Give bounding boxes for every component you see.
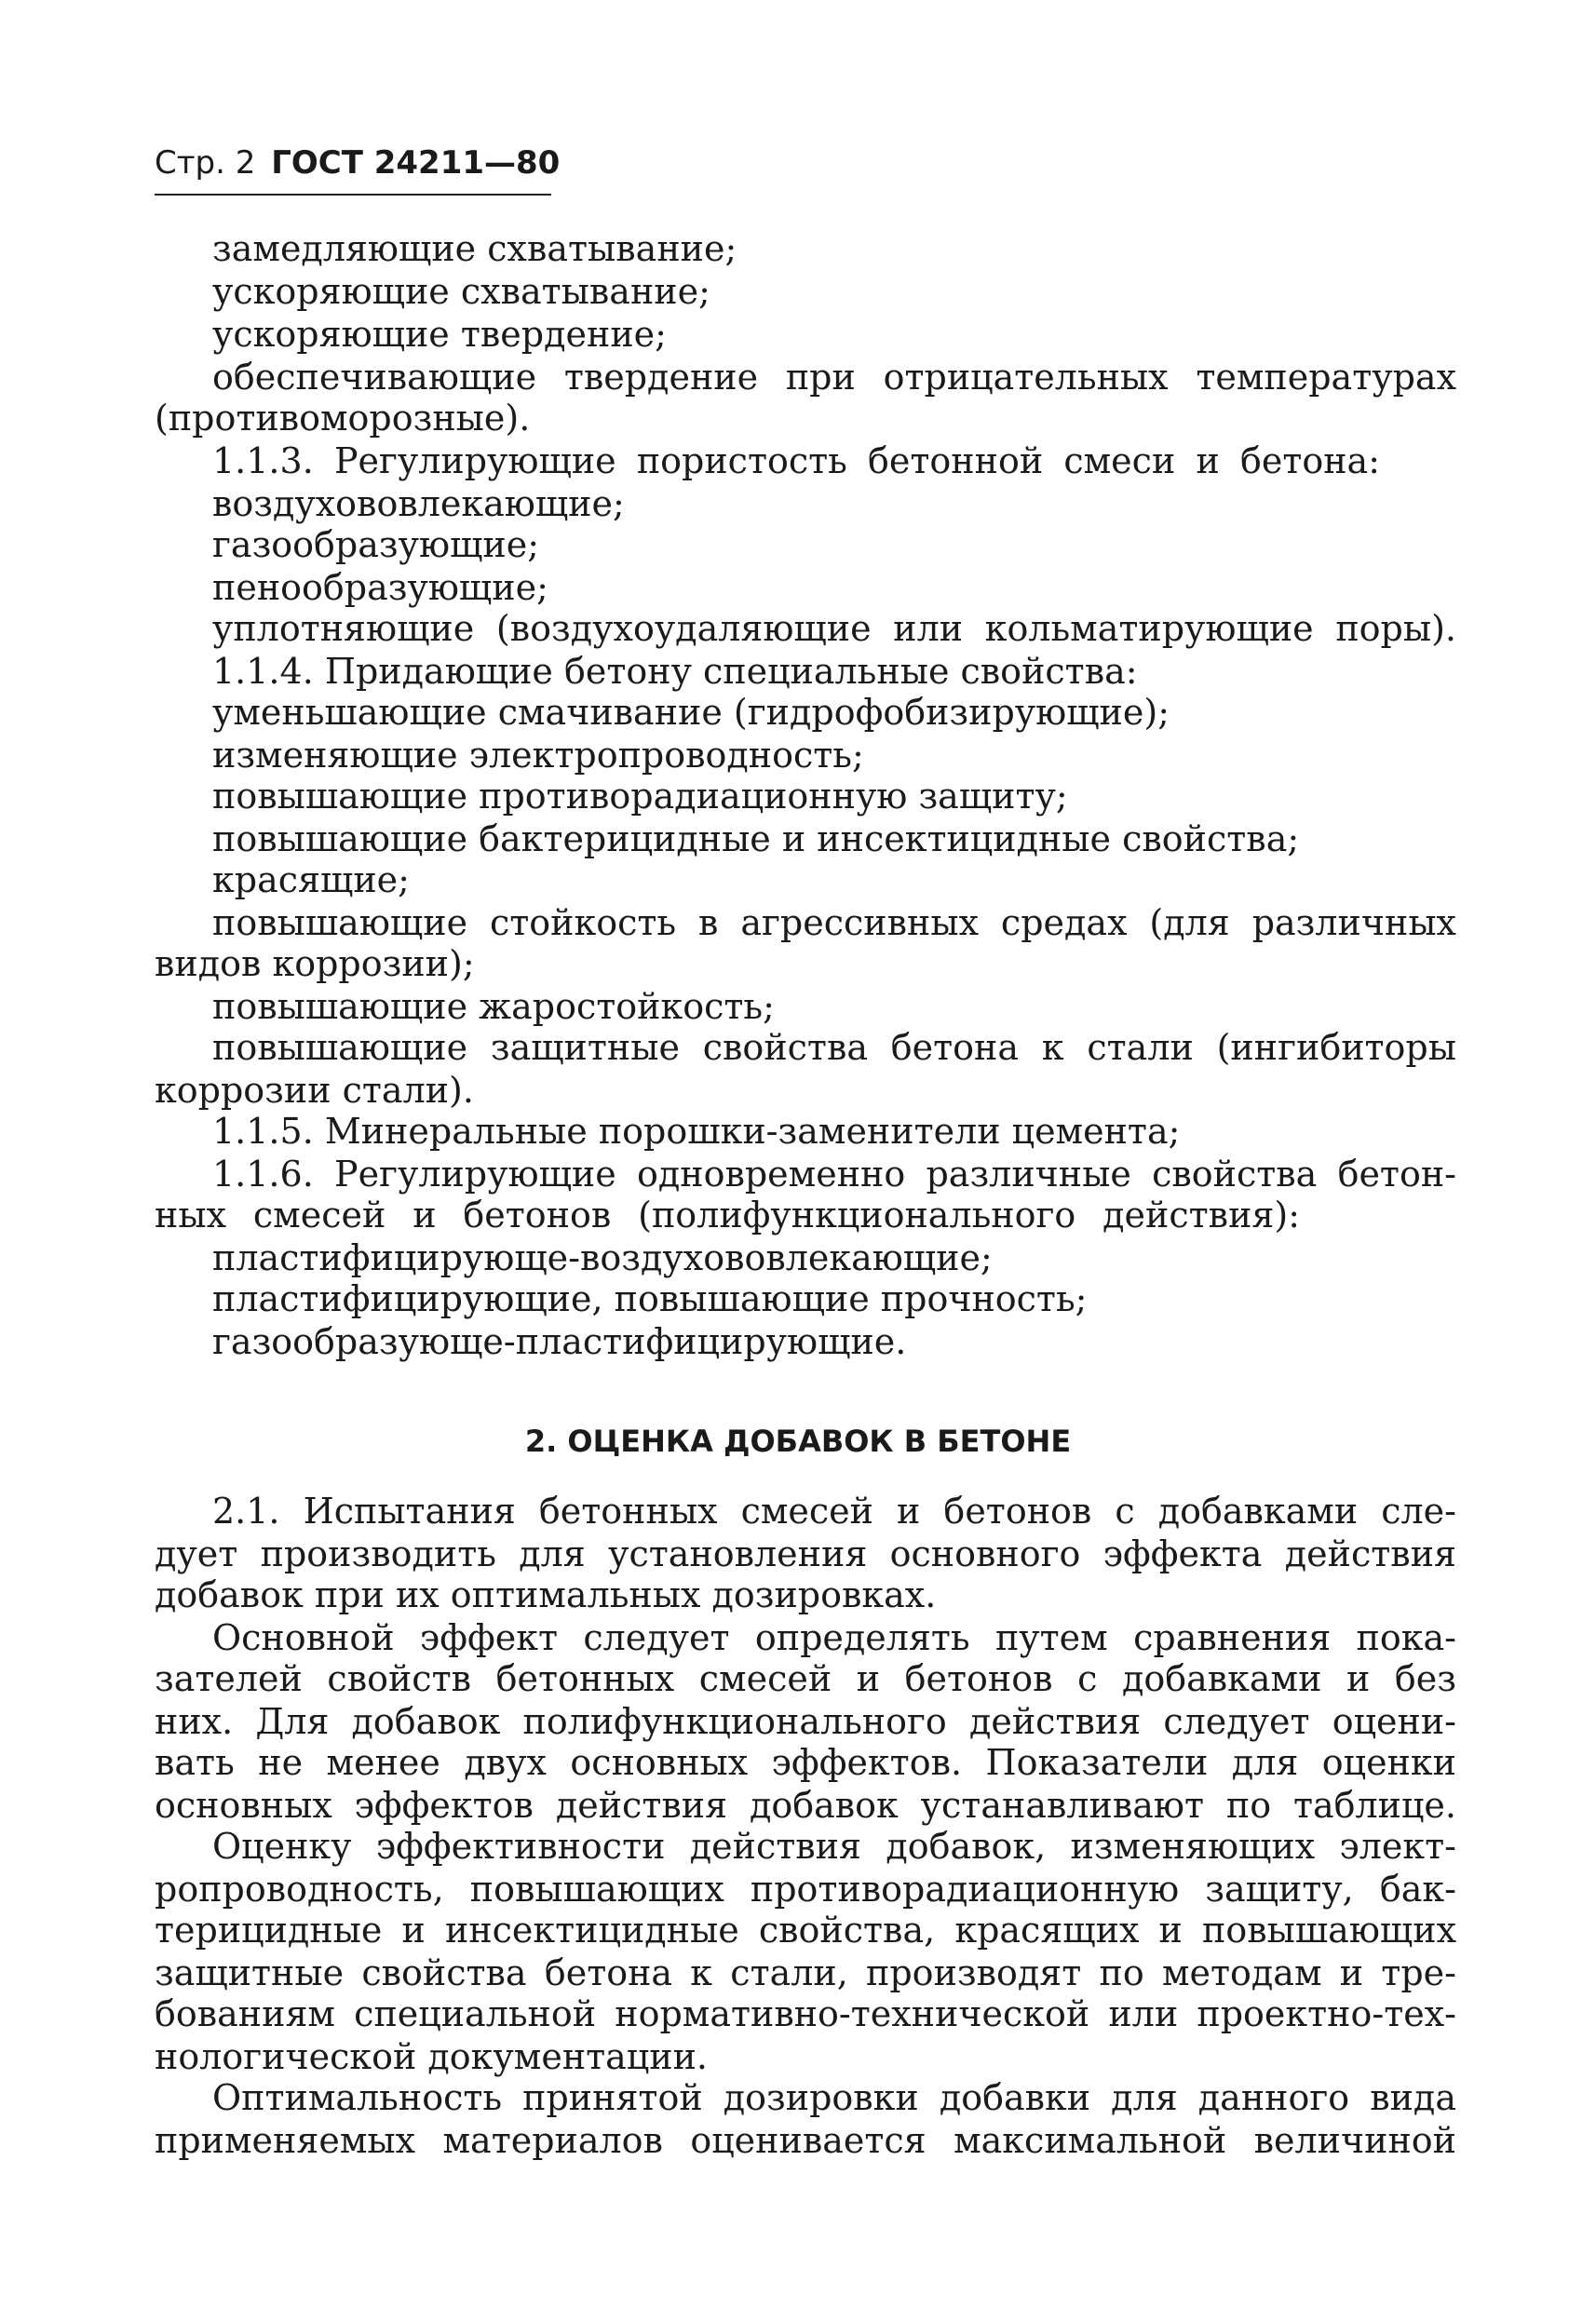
text-line: бованиям специальной нормативно-технической или проектно-тех- xyxy=(155,1993,1456,2034)
text-line: пластифицирующие, повышающие прочность; xyxy=(212,1278,1088,1319)
text-line: Оценку эффективности действия добавок, изменяющих элект- xyxy=(212,1826,1456,1867)
text-line: основных эффектов действия добавок устанавливают по таблице. xyxy=(155,1785,1456,1826)
text-line: 1.1.6. Регулирующие одновременно различные свойства бетон- xyxy=(212,1154,1456,1195)
text-line: пенообразующие; xyxy=(212,567,548,608)
text-line: 1.1.4. Придающие бетону специальные свойства: xyxy=(212,651,1138,692)
page-header xyxy=(155,144,561,182)
text-line: изменяющие электропроводность; xyxy=(212,735,864,776)
text-line: уменьшающие смачивание (гидрофобизирующие); xyxy=(212,692,1170,733)
text-line: вать не менее двух основных эффектов. Показатели для оценки xyxy=(155,1742,1456,1783)
text-line: зателей свойств бетонных смесей и бетонов с добавками и без xyxy=(155,1658,1456,1699)
gost-number: ГОСТ 24211—80 xyxy=(271,144,561,182)
text-line: видов коррозии); xyxy=(155,943,475,984)
text-line: ропроводность, повышающих противорадиационную защиту, бак- xyxy=(155,1869,1456,1910)
text-line: нологической документации. xyxy=(155,2036,708,2077)
text-line: повышающие противорадиационную защиту; xyxy=(212,776,1068,817)
text-line: повышающие жаростойкость; xyxy=(212,986,775,1027)
text-line: дует производить для установления основного эффекта действия xyxy=(155,1533,1456,1574)
text-line: повышающие бактерицидные и инсектицидные свойства; xyxy=(212,818,1300,859)
text-line: газообразующе-пластифицирующие. xyxy=(212,1321,907,1362)
text-line: применяемых материалов оценивается максимальной величиной xyxy=(155,2120,1456,2161)
text-line: ускоряющие твердение; xyxy=(212,314,667,355)
text-line: 1.1.3. Регулирующие пористость бетонной смеси и бетона: xyxy=(212,440,1380,481)
page-label: Стр. 2 xyxy=(155,144,256,182)
text-line: повышающие защитные свойства бетона к стали (ингибиторы xyxy=(212,1027,1456,1068)
section-heading: 2. ОЦЕНКА ДОБАВОК В БЕТОНЕ xyxy=(524,1424,1072,1459)
text-line: обеспечивающие твердение при отрицательных температурах xyxy=(212,357,1456,398)
text-line: коррозии стали). xyxy=(155,1070,474,1111)
header-rule xyxy=(155,194,551,196)
text-line: красящие; xyxy=(212,859,410,900)
text-line: Основной эффект следует определять путем сравнения пока- xyxy=(212,1617,1456,1658)
text-line: защитные свойства бетона к стали, производят по методам и тре- xyxy=(155,1952,1456,1993)
text-line: 2.1. Испытания бетонных смесей и бетонов с добавками сле- xyxy=(212,1491,1456,1532)
text-line: ных смесей и бетонов (полифункционального действия): xyxy=(155,1195,1300,1236)
text-line: Оптимальность принятой дозировки добавки для данного вида xyxy=(212,2077,1456,2118)
text-line: повышающие стойкость в агрессивных средах (для различных xyxy=(212,902,1456,943)
text-line: ускоряющие схватывание; xyxy=(212,271,710,312)
text-line: уплотняющие (воздухоудаляющие или кольматирующие поры). xyxy=(212,608,1456,649)
text-line: добавок при их оптимальных дозировках. xyxy=(155,1574,937,1615)
text-line: терицидные и инсектицидные свойства, красящих и повышающих xyxy=(155,1910,1456,1951)
text-line: пластифицирующе-воздухововлекающие; xyxy=(212,1237,993,1278)
text-line: 1.1.5. Минеральные порошки-заменители цемента; xyxy=(212,1111,1181,1152)
text-line: газообразующие; xyxy=(212,524,540,565)
text-line: них. Для добавок полифункционального действия следует оцени- xyxy=(155,1701,1456,1742)
text-line: (противоморозные). xyxy=(155,398,531,439)
text-line: замедляющие схватывание; xyxy=(212,228,737,269)
text-line: воздухововлекающие; xyxy=(212,483,625,524)
